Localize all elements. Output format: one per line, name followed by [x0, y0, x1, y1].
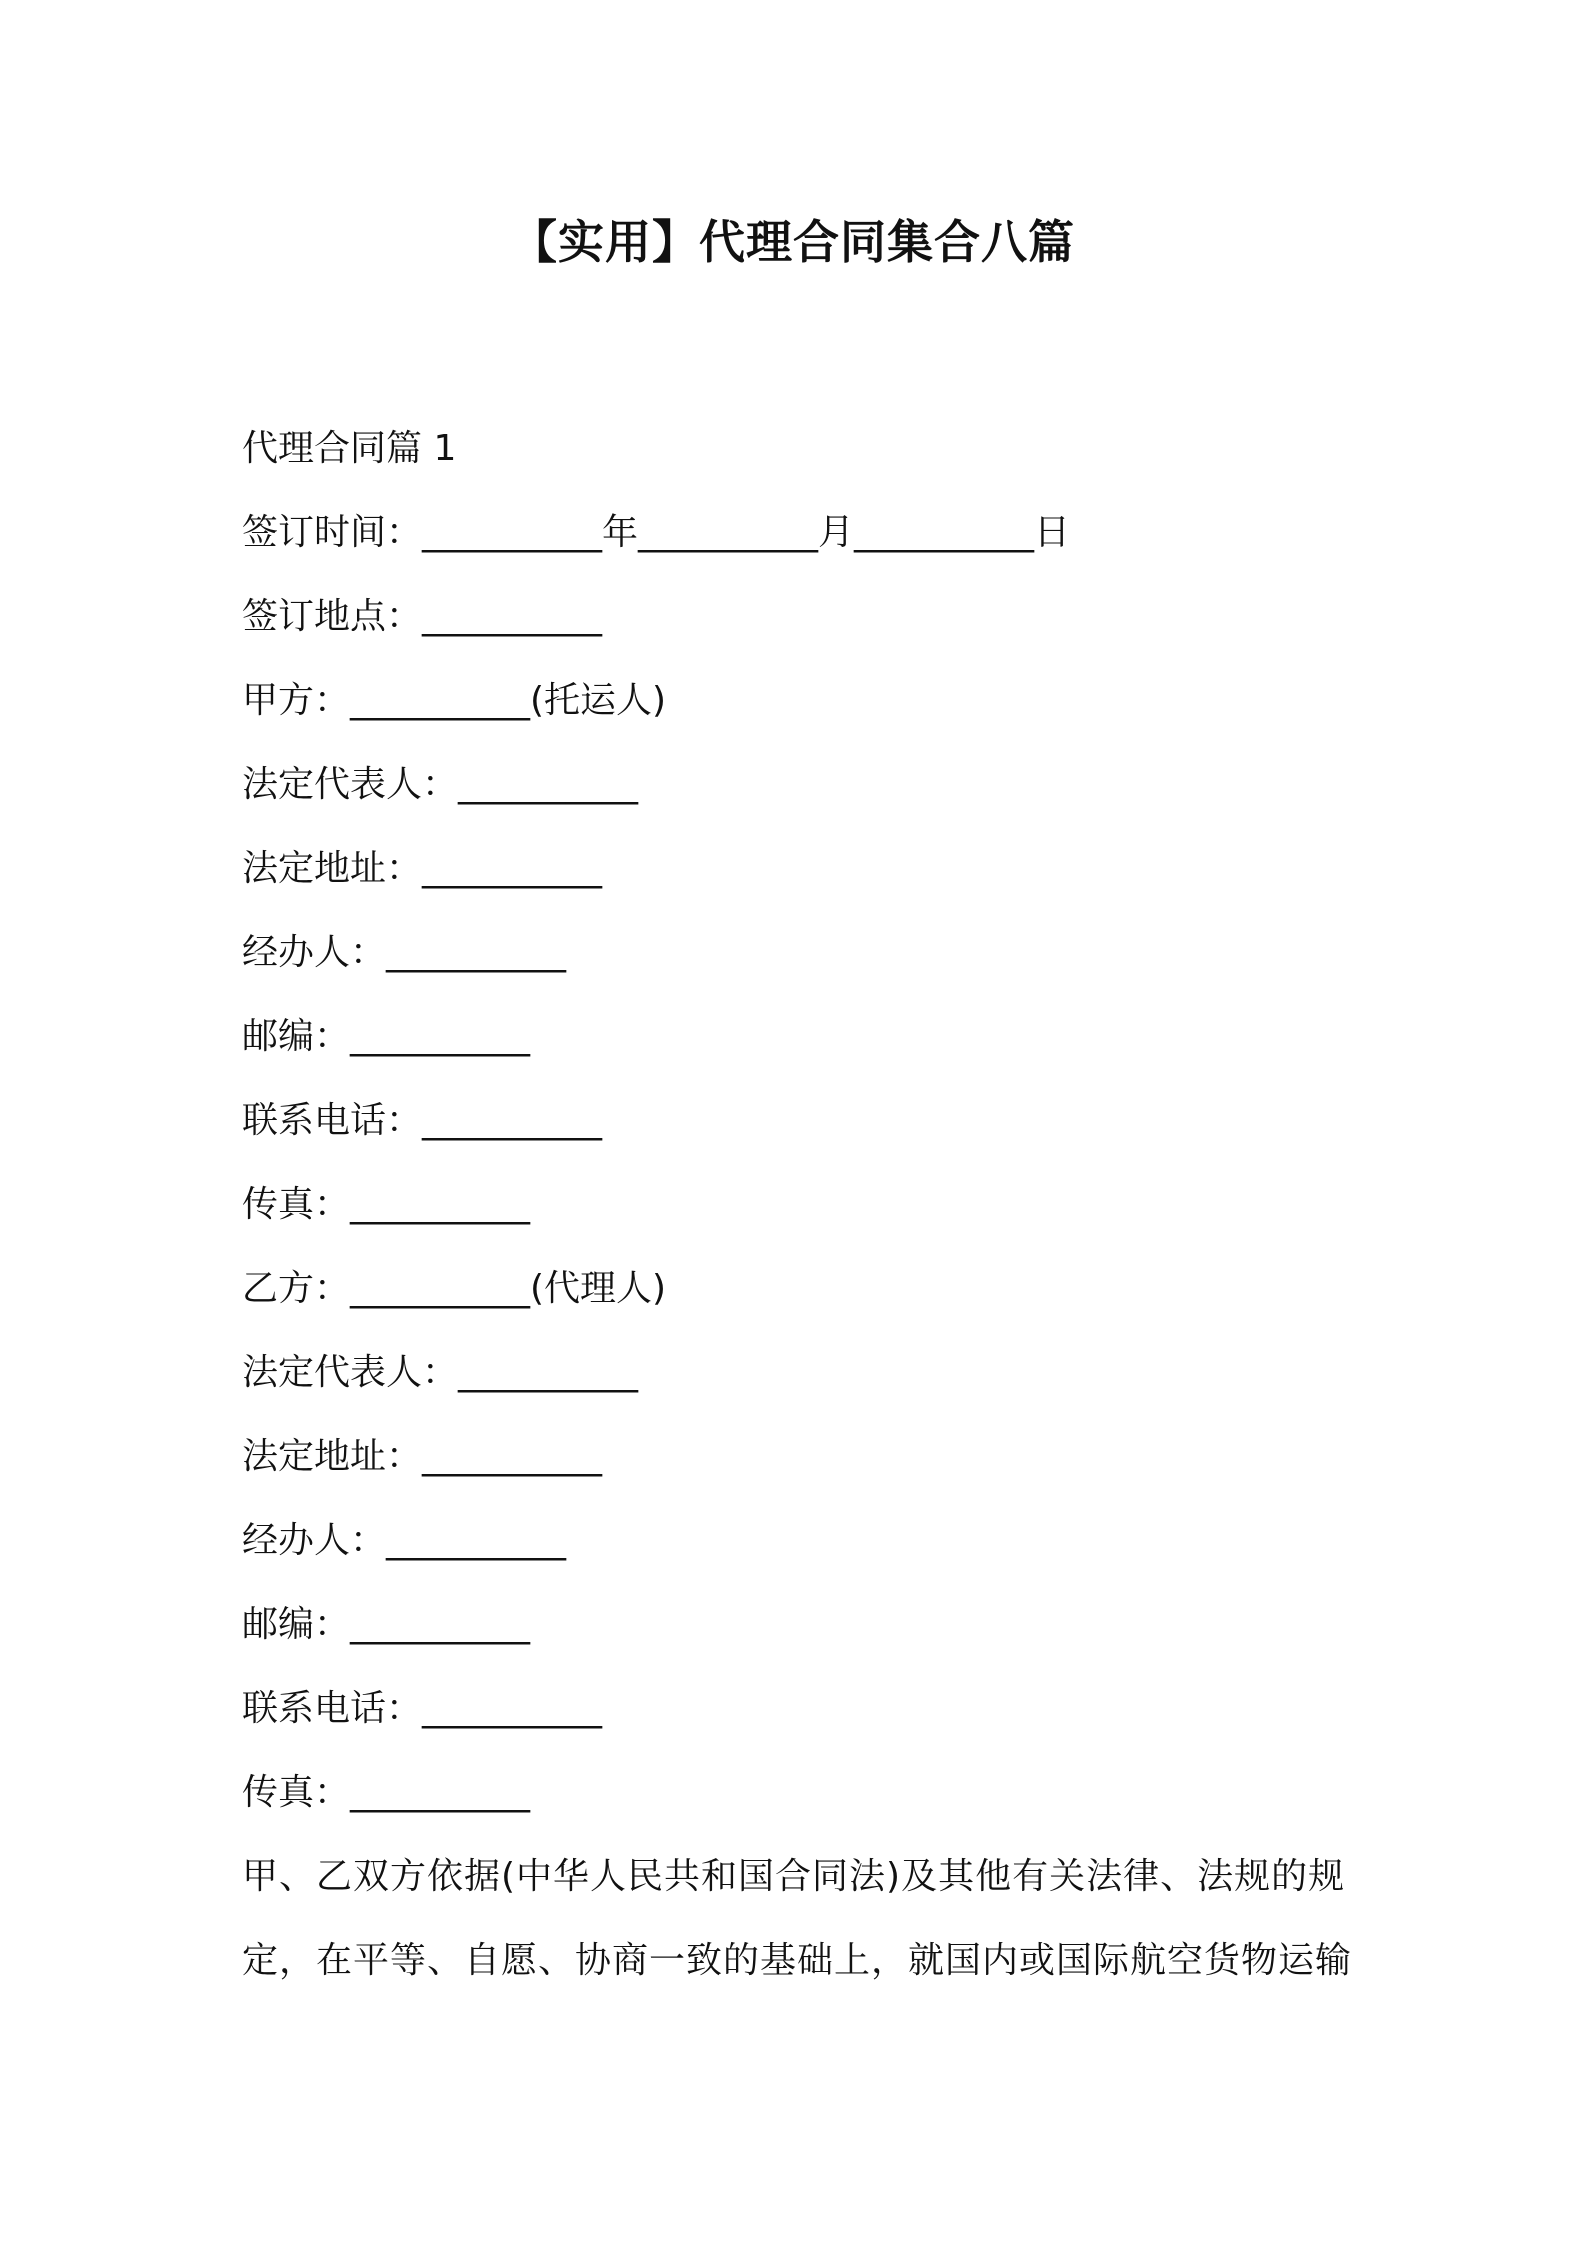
field-party-a-phone: 联系电话：__________	[242, 1100, 603, 1141]
field-party-a: 甲方：__________(托运人)	[242, 680, 667, 721]
field-party-a-handler: 经办人：__________	[242, 932, 567, 973]
field-party-b-postcode: 邮编：__________	[242, 1604, 531, 1645]
field-party-b-address: 法定地址：__________	[242, 1436, 603, 1477]
field-party-a-legal-rep: 法定代表人：__________	[242, 764, 639, 805]
field-party-a-postcode: 邮编：__________	[242, 1016, 531, 1057]
field-party-a-address: 法定地址：__________	[242, 848, 603, 889]
document-title: 【实用】代理合同集合八篇	[511, 215, 1075, 269]
field-party-b-legal-rep: 法定代表人：__________	[242, 1352, 639, 1393]
field-sign-date: 签订时间：__________年__________月__________日	[242, 512, 1071, 553]
document-body	[242, 407, 1362, 2003]
body-paragraph-line: 定，在平等、自愿、协商一致的基础上，就国内或国际航空货物运输	[242, 1940, 1353, 1981]
field-party-b-handler: 经办人：__________	[242, 1520, 567, 1561]
field-sign-place: 签订地点：__________	[242, 596, 603, 637]
field-party-b-fax: 传真：__________	[242, 1772, 531, 1813]
field-party-b: 乙方：__________(代理人)	[242, 1268, 667, 1309]
body-paragraph-line: 甲、乙双方依据(中华人民共和国合同法)及其他有关法律、法规的规	[242, 1856, 1346, 1897]
section-heading: 代理合同篇 1	[242, 428, 457, 469]
field-party-b-phone: 联系电话：__________	[242, 1688, 603, 1729]
field-party-a-fax: 传真：__________	[242, 1184, 531, 1225]
